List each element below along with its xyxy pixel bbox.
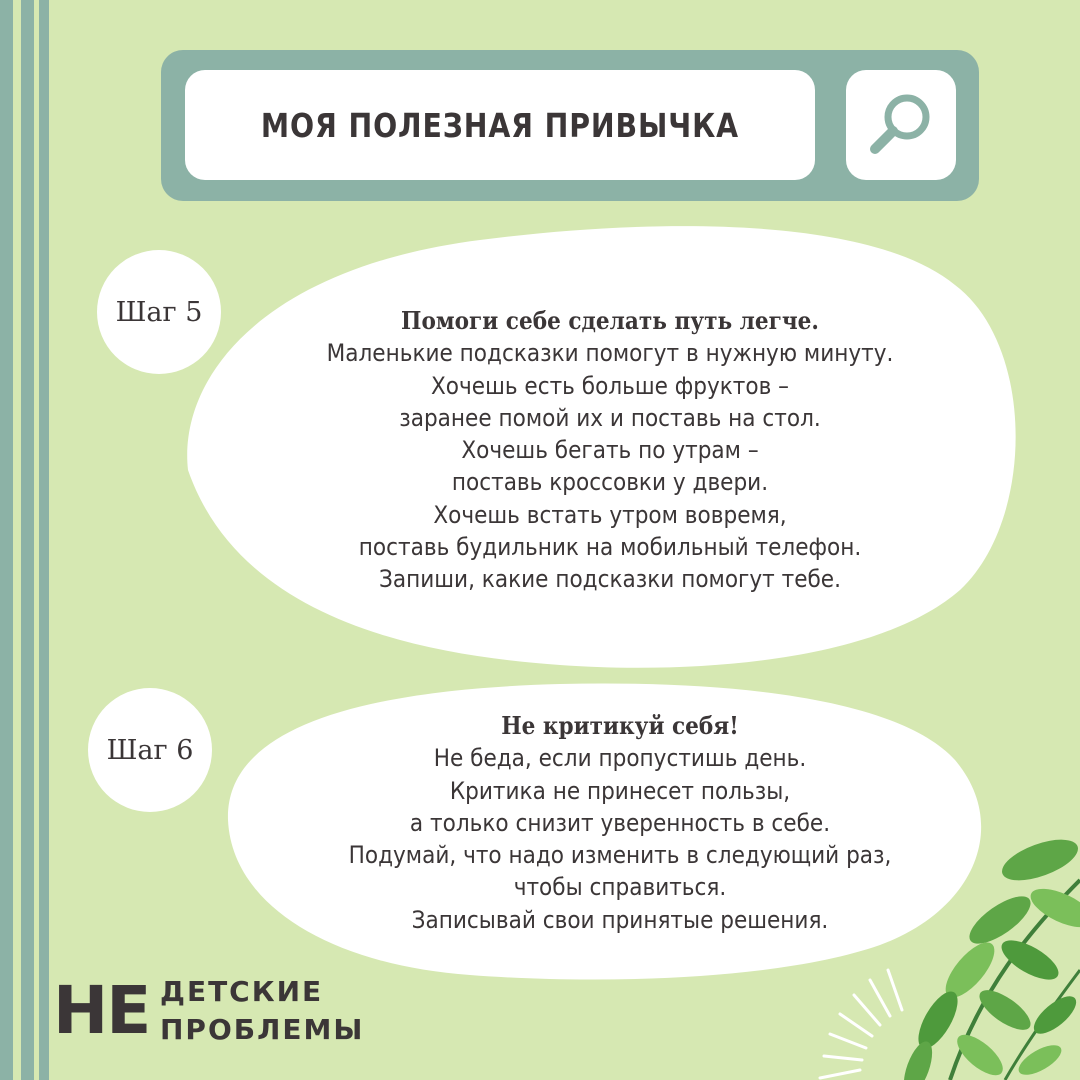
step-5-line: Хочешь есть больше фруктов – <box>431 371 789 400</box>
step-6-line: Не беда, если пропустишь день. <box>433 744 807 773</box>
step-6-title: Не критикуй себя! <box>501 711 739 740</box>
step-5-line: заранее помой их и поставь на стол. <box>399 403 821 432</box>
step-5-title: Помоги себе сделать путь легче. <box>401 306 819 335</box>
step-5-line: Хочешь встать утром вовремя, <box>433 500 787 529</box>
step-6-line: Записывай свои принятые решения. <box>411 905 829 934</box>
leaf-branch-icon <box>800 820 1080 1080</box>
step-6-badge: Шаг 6 <box>88 688 212 812</box>
brand-logo-line-2: ПРОБЛЕМЫ <box>160 1013 365 1046</box>
page-title: МОЯ ПОЛЕЗНАЯ ПРИВЫЧКА <box>260 105 740 145</box>
step-6-line: Критика не принесет пользы, <box>449 776 791 805</box>
step-5-text <box>240 305 980 596</box>
step-5-badge: Шаг 5 <box>97 250 221 374</box>
step-6-line: чтобы справиться. <box>513 873 727 902</box>
step-5-line: Хочешь бегать по утрам – <box>461 436 759 465</box>
step-6-line: а только снизит уверенность в себе. <box>409 808 831 837</box>
brand-logo-ne: НЕ <box>53 972 150 1049</box>
step-5-line: поставь кроссовки у двери. <box>451 468 769 497</box>
sunburst-rays-icon <box>820 970 902 1078</box>
step-5-line: поставь будильник на мобильный телефон. <box>358 533 862 562</box>
step-5-line: Маленькие подсказки помогут в нужную минуту. <box>326 339 894 368</box>
step-5-line: Запиши, какие подсказки помогут тебе. <box>379 565 841 594</box>
step-6-line: Подумай, что надо изменить в следующий раз, <box>348 841 892 870</box>
brand-logo-line-1: ДЕТСКИЕ <box>160 975 324 1008</box>
